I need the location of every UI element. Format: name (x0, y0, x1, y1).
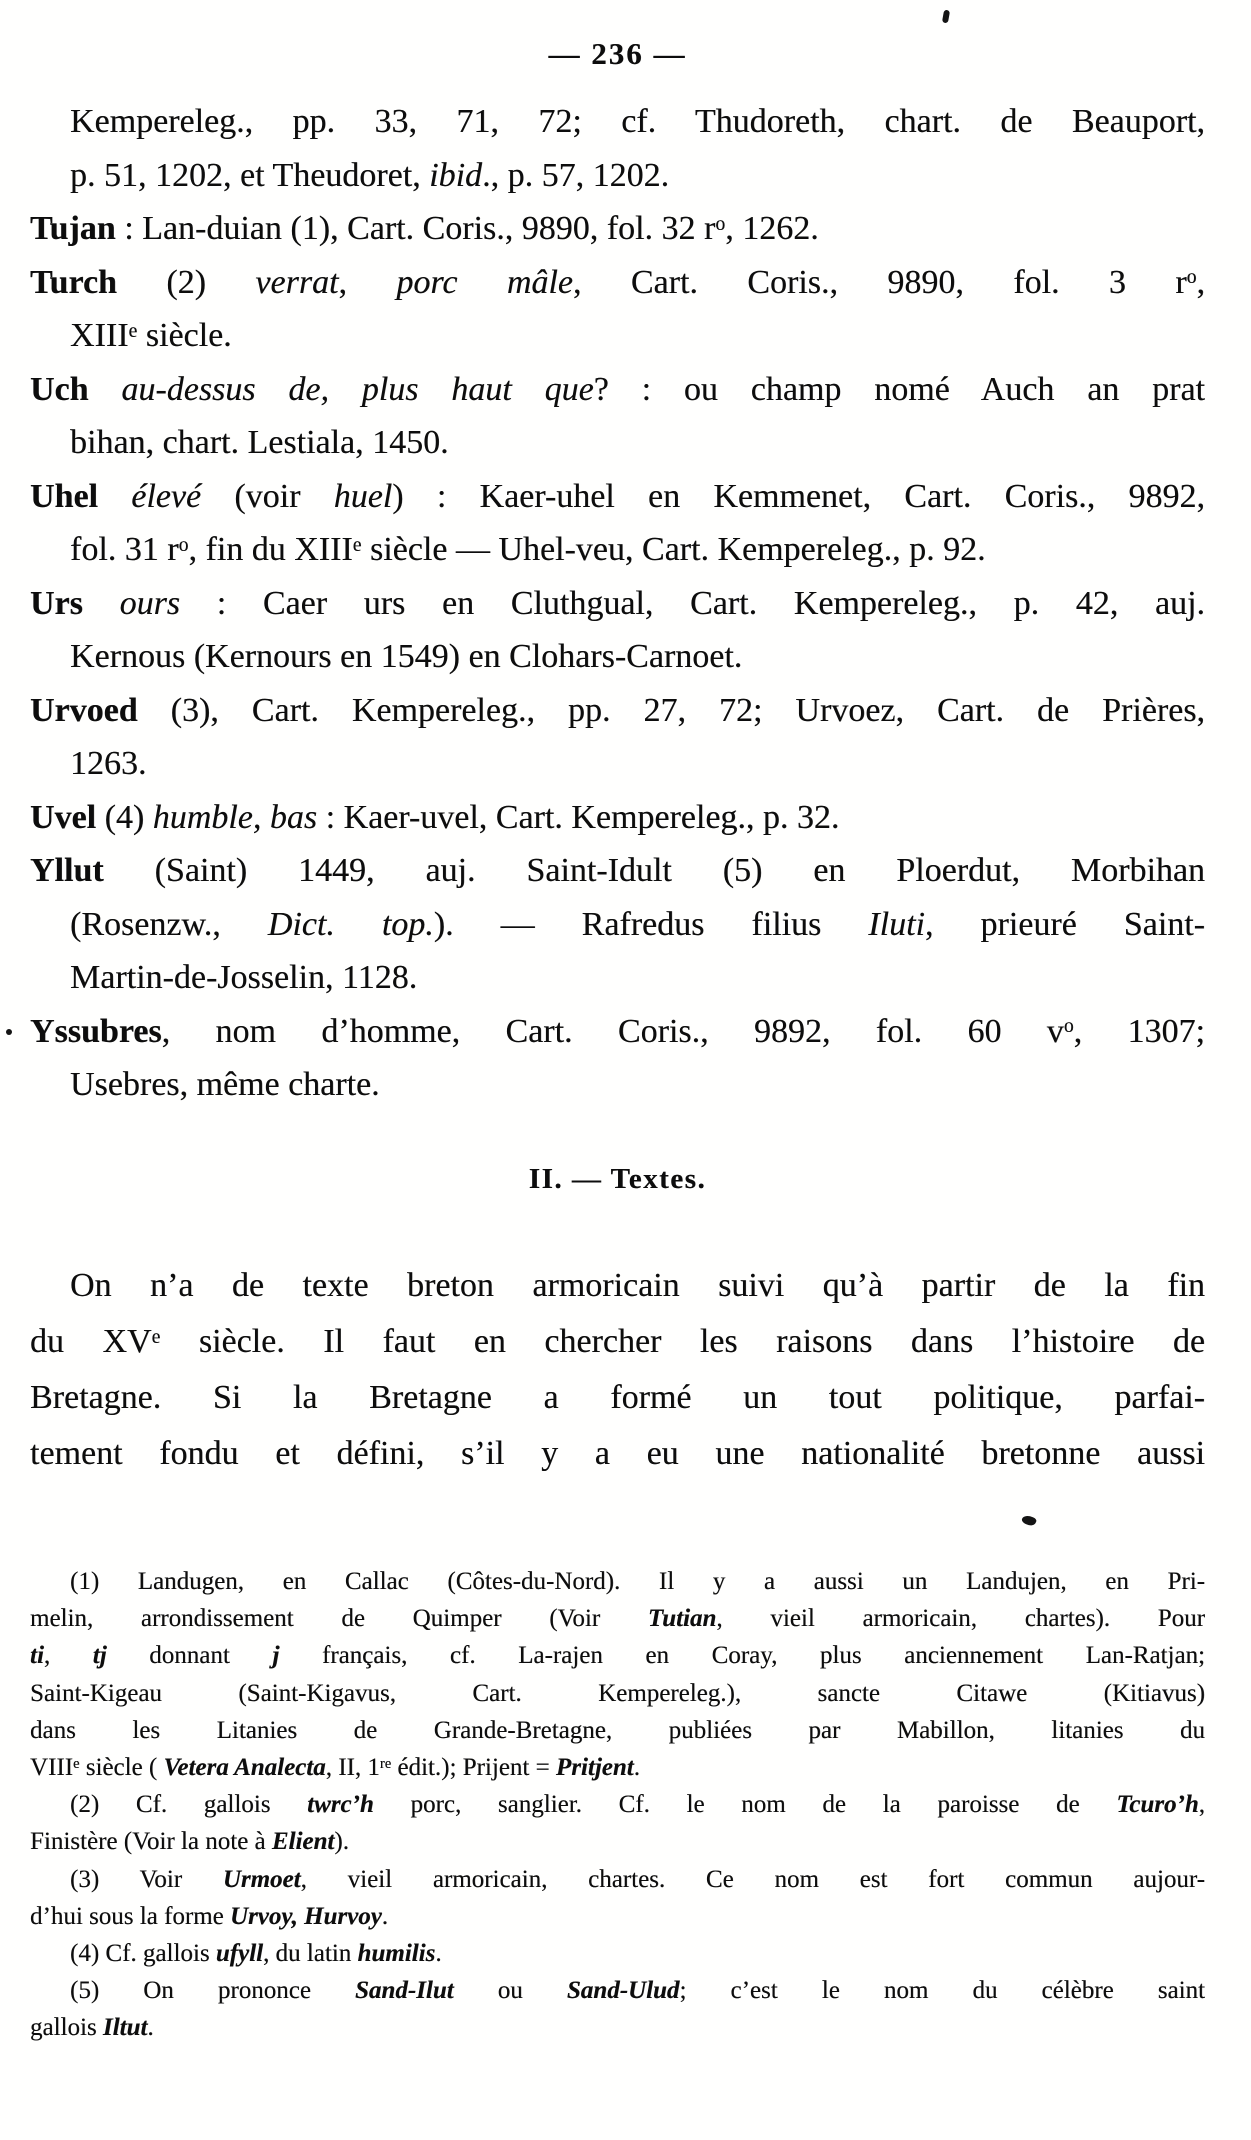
text-segment: , II, 1 (325, 1753, 380, 1781)
text-segment: , nom d’homme, Cart. Coris., 9892, fol. 60 v (161, 1012, 1064, 1050)
entry-line (30, 149, 1205, 203)
footnote-line (30, 2009, 1205, 2046)
text-segment: Finistère (Voir la note à (30, 1828, 272, 1856)
text-segment: dans les Litanies de Grande-Bretagne, publiées par Mabillon, litanies du (30, 1716, 1205, 1744)
text-segment: ? : ou champ nomé Auch an prat (593, 370, 1205, 408)
text-segment: , fin du XIII (188, 531, 353, 568)
text-segment: huel (333, 477, 393, 515)
entry-line (30, 470, 1205, 524)
footnote-line (30, 1563, 1205, 1600)
text-segment: au-dessus de, plus haut que (121, 370, 594, 408)
text-segment: Vetera Analecta (163, 1753, 326, 1781)
dictionary-entries (30, 95, 1205, 1112)
footnote-line (30, 1749, 1205, 1786)
text-segment (83, 585, 120, 622)
text-segment: Elient (271, 1828, 335, 1856)
paragraph-line (30, 1314, 1205, 1370)
text-segment: humilis (357, 1939, 436, 1967)
footnote-line (30, 1712, 1205, 1749)
text-segment: ). — Rafredus filius (433, 905, 869, 943)
entry-line (30, 791, 1205, 845)
text-segment: gallois (30, 2014, 103, 2042)
text-segment: , du latin (263, 1939, 358, 1967)
text-segment: Urvoed (30, 691, 138, 729)
ink-speck-left-margin-icon (6, 1029, 12, 1035)
text-segment: (Saint) 1449, auj. Saint-Idult (5) en Ploerdut, Morbihan (103, 852, 1205, 889)
text-segment: Uhel (30, 477, 98, 515)
entry-line (30, 737, 1205, 791)
text-segment: fol. 31 r (70, 531, 179, 568)
text-segment: d’hui sous la forme (30, 1902, 230, 1930)
text-segment: , 1307; (1073, 1012, 1205, 1050)
text-segment: Sand-Ulud (566, 1977, 680, 2005)
entry-line (30, 951, 1205, 1005)
text-segment: Tutian (647, 1605, 717, 1633)
entry-line (30, 309, 1205, 363)
text-segment: XIII (70, 317, 129, 354)
text-segment: o (178, 533, 189, 556)
text-segment: Yllut (30, 852, 104, 889)
text-segment: : Caer urs en Cluthgual, Cart. Kempereleg., p. 42, auj. (180, 584, 1205, 622)
text-segment: . (147, 2014, 154, 2042)
text-segment: Uch (30, 370, 89, 408)
text-segment: ou (453, 1977, 567, 2005)
section-heading: II. — Textes. (528, 1163, 707, 1195)
entry-line (30, 1005, 1205, 1059)
text-segment: Urmoet (222, 1865, 301, 1893)
text-segment: . (381, 1902, 389, 1930)
text-segment: Turch (30, 263, 117, 301)
text-segment: Usebres, même charte. (70, 1066, 380, 1103)
text-segment: , vieil armoricain, chartes. Ce nom est fort commun aujour- (300, 1865, 1205, 1893)
text-segment: Kempereleg., pp. 33, 71, 72; cf. Thudoreth, chart. de Beauport, (70, 103, 1205, 140)
entry-line (30, 95, 1205, 149)
text-segment: . (435, 1939, 442, 1967)
entry-line (30, 577, 1205, 631)
footnote-line (30, 1637, 1205, 1674)
text-segment: Pritjent (555, 1753, 634, 1781)
text-segment: Martin-de-Josselin, 1128. (70, 959, 418, 996)
text-segment: français, cf. La-rajen en Coray, plus anciennement Lan-Ratjan; (279, 1642, 1205, 1670)
text-segment: (2) (116, 263, 256, 301)
text-segment: édit.); Prijent = (391, 1753, 556, 1781)
text-segment: donnant (106, 1642, 273, 1670)
text-segment: e (151, 1325, 161, 1348)
paragraph-line (30, 1258, 1205, 1314)
text-segment: (4) (96, 798, 153, 836)
text-segment (89, 371, 122, 408)
footnote-line (30, 1861, 1205, 1898)
paragraph-line (30, 1426, 1205, 1482)
text-segment: Iltut (102, 2014, 148, 2042)
ink-speck-right-margin-icon (1021, 1514, 1037, 1528)
text-segment: , (338, 263, 397, 301)
text-segment: (1) Landugen, en Callac (Côtes-du-Nord). Il y a aussi un Landujen, en Pri- (70, 1568, 1205, 1595)
text-segment: , (1196, 263, 1205, 301)
text-segment: Dict. top. (267, 905, 434, 943)
footnote-line (30, 1675, 1205, 1712)
text-segment: (Rosenzw., (70, 905, 268, 943)
text-segment: (3), Cart. Kempereleg., pp. 27, 72; Urvoez, Cart. de Prières, (137, 691, 1205, 729)
text-segment: p. 51, 1202, et Theudoret, (70, 156, 430, 194)
text-segment: On n’a de texte breton armoricain suivi qu’à partir de la fin (70, 1267, 1205, 1304)
text-segment: élevé (131, 477, 202, 515)
text-segment: du XV (30, 1323, 152, 1360)
text-segment: Kernous (Kernours en 1549) en Clohars-Carnoet. (70, 638, 743, 675)
text-segment: Bretagne. Si la Bretagne a formé un tout politique, parfai- (30, 1379, 1205, 1416)
text-segment: : Lan-duian (1), Cart. Coris., 9890, fol. 32 r (115, 210, 716, 247)
text-segment: ). (334, 1828, 349, 1856)
text-segment: Tcuro’h (1116, 1791, 1199, 1819)
text-segment: ) : Kaer-uhel en Kemmenet, Cart. Coris., 9892, (392, 477, 1205, 515)
text-segment: (5) On prononce (70, 1977, 356, 2005)
text-segment: j (272, 1642, 280, 1670)
entry-line (30, 844, 1205, 898)
text-segment: e (73, 1755, 80, 1772)
text-segment: , vieil armoricain, chartes). Pour (716, 1605, 1205, 1633)
footnote-line (30, 1600, 1205, 1637)
text-segment: o (1063, 1015, 1074, 1038)
text-segment: bihan, chart. Lestiala, 1450. (70, 424, 449, 461)
footnote-line (30, 1786, 1205, 1823)
text-segment: o (715, 212, 726, 235)
entry-line (30, 363, 1205, 417)
text-segment: (voir (201, 477, 334, 515)
text-segment: , Cart. Coris., 9890, fol. 3 r (572, 263, 1187, 301)
text-segment: e (128, 319, 138, 342)
text-segment: Urvoy, Hurvoy (229, 1902, 382, 1930)
entry-line (30, 202, 1205, 256)
text-segment: siècle — Uhel-veu, Cart. Kempereleg., p. 92. (361, 531, 986, 568)
footnote-line (30, 1823, 1205, 1860)
text-segment: , 1262. (725, 210, 819, 247)
text-segment: siècle ( (79, 1753, 164, 1781)
paragraph-line (30, 1370, 1205, 1426)
text-segment (98, 478, 131, 515)
text-segment: Iluti (868, 905, 925, 943)
text-segment: ufyll (215, 1939, 264, 1967)
text-segment: : Kaer-uvel, Cart. Kempereleg., p. 32. (317, 798, 840, 836)
entry-line (30, 256, 1205, 310)
text-segment: 1263. (70, 745, 147, 782)
entry-line (30, 1058, 1205, 1112)
text-segment: . (633, 1753, 640, 1781)
text-segment: tement fondu et défini, s’il y a eu une nationalité bretonne aussi (30, 1435, 1205, 1472)
text-segment: , prieuré Saint- (924, 905, 1205, 943)
entry-line (30, 416, 1205, 470)
text-segment: ibid (429, 156, 483, 194)
text-segment: VIII (30, 1753, 74, 1781)
text-segment: siècle. (137, 317, 232, 354)
text-segment: Saint-Kigeau (Saint-Kigavus, Cart. Kempereleg.), sancte Citawe (Kitiavus) (30, 1679, 1205, 1707)
ink-speck-top-right-icon (942, 10, 950, 24)
footnote-line (30, 1898, 1205, 1935)
text-segment: re (379, 1755, 392, 1772)
text-segment: twrc’h (307, 1791, 374, 1819)
text-segment: Sand-Ilut (355, 1977, 454, 2005)
body-paragraph (30, 1258, 1205, 1482)
text-segment: ti (30, 1642, 44, 1670)
text-segment: melin, arrondissement de Quimper (Voir (30, 1605, 648, 1633)
text-segment: , (43, 1642, 93, 1670)
text-segment: verrat (255, 263, 339, 301)
text-segment: Uvel (30, 798, 97, 836)
footnote-line (30, 1972, 1205, 2009)
text-segment: Urs (30, 584, 83, 622)
entry-line (30, 898, 1205, 952)
text-segment: , (1198, 1791, 1205, 1819)
text-segment: (4) Cf. gallois (70, 1939, 216, 1967)
text-segment: porc mâle (396, 263, 573, 301)
text-segment: Tujan (30, 210, 116, 247)
page-number: — 236 — (548, 36, 687, 71)
text-segment: ours (119, 584, 181, 622)
text-segment: (3) Voir (70, 1865, 223, 1893)
text-segment: siècle. Il faut en chercher les raisons dans l’histoire de (160, 1323, 1205, 1360)
text-segment: Yssubres (30, 1012, 162, 1050)
text-segment: e (352, 533, 362, 556)
entry-line (30, 630, 1205, 684)
footnotes (30, 1563, 1205, 2046)
text-segment: ., p. 57, 1202. (482, 156, 670, 194)
entry-line (30, 684, 1205, 738)
entry-line (30, 523, 1205, 577)
text-segment: ; c’est le nom du célèbre saint (679, 1977, 1205, 2005)
text-segment: porc, sanglier. Cf. le nom de la paroisse de (373, 1791, 1117, 1819)
text-segment: (2) Cf. gallois (70, 1791, 308, 1819)
text-segment: tj (92, 1642, 107, 1670)
footnote-line (30, 1935, 1205, 1972)
text-segment: o (1186, 266, 1197, 289)
text-segment: humble, bas (152, 798, 318, 836)
